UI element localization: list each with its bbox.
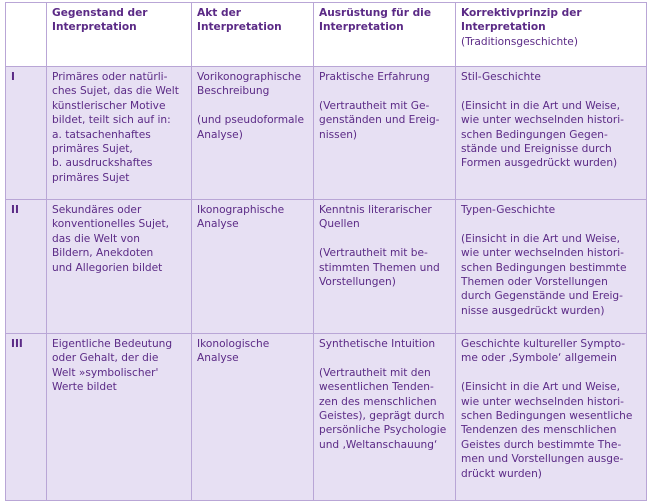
cell-line: stände und Ereignisse durch: [461, 143, 612, 156]
cell-line: zen des menschlichen: [319, 395, 437, 408]
header-cell-principle: Korrektivprinzip der Interpretation (Traditionsgeschichte): [456, 3, 647, 67]
interpretation-table: [5, 2, 647, 501]
cell-line: [461, 366, 641, 380]
cell-line: Formen ausgedrückt wurden): [461, 157, 618, 170]
cell-line: Stil-Geschichte: [461, 71, 541, 83]
cell-line: genständen und Ereig-: [319, 114, 440, 127]
cell-line: Primäres oder natürli-: [52, 71, 168, 83]
header-cell-number: [6, 3, 47, 67]
cell-line: bildet, teilt sich auf in:: [52, 114, 171, 127]
cell-line: Sekundäres oder: [52, 204, 142, 216]
cell-line: Analyse: [197, 352, 239, 365]
cell-line: Geschichte kultureller Sympto-: [461, 338, 626, 350]
cell-object: [47, 334, 192, 501]
cell-line: das die Welt von: [52, 232, 140, 245]
cell-line: [197, 99, 308, 113]
cell-line: primäres Sujet,: [52, 143, 133, 156]
cell-line: Vorikonographische: [197, 71, 302, 83]
cell-line: und ‚Weltanschauung‘: [319, 438, 438, 451]
cell-line: Quellen: [319, 218, 360, 231]
cell-line: Bildern, Anekdoten: [52, 247, 154, 260]
cell-equipment: [314, 200, 456, 334]
header-cell-equipment: Ausrüstung für die Interpretation: [314, 3, 456, 67]
cell-object: [47, 200, 192, 334]
cell-line: nisse ausgedrückt wurden): [461, 304, 605, 317]
cell-line: künstlerischer Motive: [52, 99, 166, 112]
cell-line: primäres Sujet: [52, 171, 130, 184]
cell-line: Analyse: [197, 218, 239, 231]
cell-line: Analyse): [197, 128, 243, 141]
cell-line: Tendenzen des menschlichen: [461, 424, 617, 437]
cell-line: Werte bildet: [52, 381, 117, 394]
cell-line: Ikonologische: [197, 338, 270, 350]
cell-line: wie unter wechselnden histori-: [461, 114, 624, 127]
cell-line: (Vertrautheit mit be-: [319, 247, 428, 260]
cell-principle: [456, 67, 647, 200]
cell-line: stimmten Themen und: [319, 261, 440, 274]
cell-line: persönliche Psychologie: [319, 424, 447, 437]
header-row: [6, 3, 647, 67]
cell-line: Welt »symbolischer': [52, 366, 159, 379]
cell-line: (Einsicht in die Art und Weise,: [461, 381, 620, 394]
cell-line: (Einsicht in die Art und Weise,: [461, 99, 620, 112]
cell-line: Geistes), geprägt durch: [319, 410, 445, 423]
cell-act: [192, 200, 314, 334]
cell-line: (Einsicht in die Art und Weise,: [461, 232, 620, 245]
cell-line: a. tatsachenhaftes: [52, 128, 151, 141]
row-number: II: [6, 200, 47, 334]
table-row: [6, 67, 647, 200]
cell-line: drückt wurden): [461, 467, 542, 480]
cell-line: [461, 84, 641, 98]
cell-line: Praktische Erfahrung: [319, 71, 430, 83]
row-number: I: [6, 67, 47, 200]
header-cell-act: Akt der Interpretation: [192, 3, 314, 67]
cell-line: [319, 232, 450, 246]
cell-line: durch Gegenstände und Ereig-: [461, 290, 623, 303]
cell-principle: [456, 200, 647, 334]
cell-line: Themen oder Vorstellungen: [461, 276, 608, 289]
cell-line: wie unter wechselnden histori-: [461, 395, 624, 408]
header-cell-object: Gegenstand der Interpretation: [47, 3, 192, 67]
cell-principle: [456, 334, 647, 501]
cell-object: [47, 67, 192, 200]
cell-line: schen Bedingungen wesentliche: [461, 410, 633, 423]
cell-line: nissen): [319, 128, 358, 141]
cell-act: [192, 67, 314, 200]
cell-line: b. ausdruckshaftes: [52, 157, 153, 170]
cell-equipment: [314, 334, 456, 501]
cell-line: Typen-Geschichte: [461, 204, 556, 216]
table-row: [6, 334, 647, 501]
cell-line: Vorstellungen): [319, 276, 396, 289]
cell-line: Synthetische Intuition: [319, 338, 436, 350]
cell-line: me oder ‚Symbole‘ allgemein: [461, 352, 617, 365]
cell-act: [192, 334, 314, 501]
row-number: III: [6, 334, 47, 501]
cell-line: schen Bedingungen bestimmte: [461, 261, 627, 274]
cell-line: und Allegorien bildet: [52, 261, 163, 274]
cell-line: Ikonographische: [197, 204, 285, 216]
cell-line: men und Vorstellungen ausge-: [461, 453, 624, 466]
cell-line: [461, 217, 641, 231]
cell-line: konventionelles Sujet,: [52, 218, 169, 231]
cell-line: schen Bedingungen Gegen-: [461, 128, 608, 141]
cell-line: Kenntnis literarischer: [319, 204, 432, 216]
cell-line: wie unter wechselnden histori-: [461, 247, 624, 260]
cell-line: ches Sujet, das die Welt: [52, 85, 179, 98]
cell-line: (Vertrautheit mit Ge-: [319, 99, 430, 112]
table-row: [6, 200, 647, 334]
cell-line: Beschreibung: [197, 85, 270, 98]
cell-line: [319, 351, 450, 365]
cell-line: (Vertrautheit mit den: [319, 366, 431, 379]
cell-line: Eigentliche Bedeutung: [52, 338, 173, 350]
cell-line: (und pseudoformale: [197, 114, 304, 127]
cell-line: oder Gehalt, der die: [52, 352, 159, 365]
cell-equipment: [314, 67, 456, 200]
cell-line: [319, 84, 450, 98]
cell-line: wesentlichen Tenden-: [319, 381, 434, 394]
header-subtitle: (Traditionsgeschichte): [461, 35, 578, 48]
cell-line: Geistes durch bestimmte The-: [461, 438, 622, 451]
